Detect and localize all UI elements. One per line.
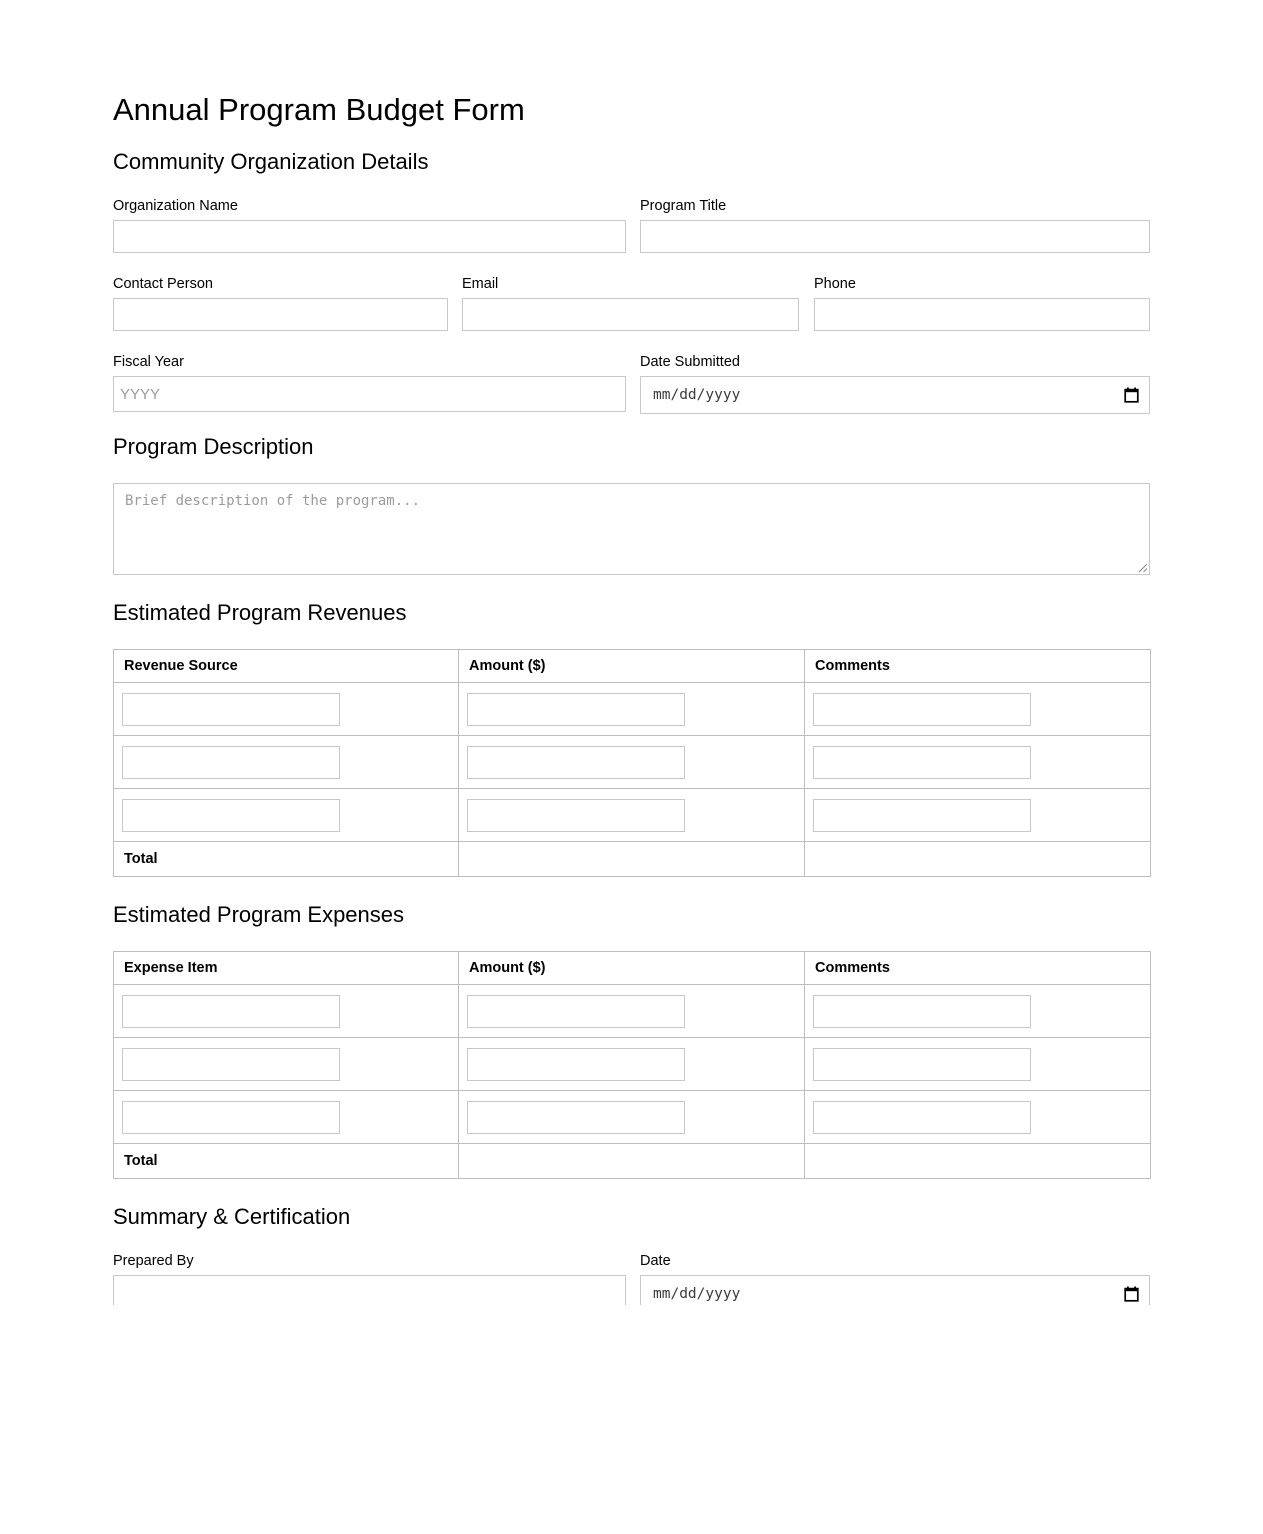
- field-organization-name: [113, 198, 626, 253]
- table-row: [114, 736, 1151, 789]
- page-title: Annual Program Budget Form: [113, 92, 525, 127]
- expenses-cell-item: [114, 1038, 459, 1091]
- section-heading-program-description: Program Description: [113, 434, 314, 459]
- revenues-cell-source: [114, 736, 459, 789]
- expenses-cell-item: [114, 1091, 459, 1144]
- revenue-amount-input-3[interactable]: [467, 799, 685, 832]
- expenses-cell-amount: [459, 985, 805, 1038]
- program-description-placeholder-text: Brief description of the program...: [125, 493, 421, 509]
- field-email: [462, 276, 799, 331]
- summary-date-input[interactable]: [640, 1275, 1150, 1305]
- field-prepared-by: [113, 1253, 626, 1305]
- date-submitted-input[interactable]: [640, 376, 1150, 414]
- revenues-cell-source: [114, 683, 459, 736]
- section-org-details: [113, 150, 1150, 174]
- expenses-total-label: Total: [114, 1144, 459, 1179]
- expenses-total-comments: [805, 1144, 1151, 1179]
- prepared-by-input[interactable]: [113, 1275, 626, 1305]
- expenses-cell-amount: [459, 1038, 805, 1091]
- revenue-comments-input-2[interactable]: [813, 746, 1031, 779]
- revenues-column-header-source: Revenue Source: [114, 650, 459, 683]
- expenses-column-header-comments: Comments: [805, 952, 1151, 985]
- expenses-total-amount: [459, 1144, 805, 1179]
- revenues-cell-comments: [805, 736, 1151, 789]
- revenue-amount-input-2[interactable]: [467, 746, 685, 779]
- expenses-header-row: [114, 952, 1151, 985]
- expense-item-input-2[interactable]: [122, 1048, 340, 1081]
- table-row: [114, 1091, 1151, 1144]
- revenues-total-label: Total: [114, 842, 459, 877]
- label-fiscal-year: Fiscal Year: [113, 354, 184, 370]
- expenses-cell-amount: [459, 1091, 805, 1144]
- field-program-title: [640, 198, 1150, 253]
- expense-amount-input-3[interactable]: [467, 1101, 685, 1134]
- revenues-cell-amount: [459, 736, 805, 789]
- expense-comments-input-2[interactable]: [813, 1048, 1031, 1081]
- field-date-submitted: [640, 354, 1150, 414]
- expense-amount-input-1[interactable]: [467, 995, 685, 1028]
- org-details-row-1: [113, 198, 1150, 253]
- resize-handle-icon[interactable]: [1135, 560, 1148, 573]
- summary-row: [113, 1253, 1150, 1305]
- field-fiscal-year: [113, 354, 626, 414]
- label-date-submitted: Date Submitted: [640, 354, 740, 370]
- calendar-icon[interactable]: [1124, 387, 1139, 403]
- contact-person-input[interactable]: [113, 298, 448, 331]
- table-row: [114, 1038, 1151, 1091]
- revenue-amount-input-1[interactable]: [467, 693, 685, 726]
- expense-amount-input-2[interactable]: [467, 1048, 685, 1081]
- table-row: [114, 683, 1151, 736]
- expenses-cell-comments: [805, 985, 1151, 1038]
- expenses-cell-comments: [805, 1091, 1151, 1144]
- label-summary-date: Date: [640, 1253, 671, 1269]
- section-revenues: [113, 601, 1150, 625]
- expenses-column-header-amount: Amount ($): [459, 952, 805, 985]
- label-phone: Phone: [814, 276, 856, 292]
- summary-date-placeholder-text: mm/dd/yyyy: [653, 1286, 741, 1302]
- field-contact-person: [113, 276, 448, 331]
- revenue-comments-input-3[interactable]: [813, 799, 1031, 832]
- revenues-cell-amount: [459, 683, 805, 736]
- expense-item-input-3[interactable]: [122, 1101, 340, 1134]
- phone-input[interactable]: [814, 298, 1150, 331]
- revenue-comments-input-1[interactable]: [813, 693, 1031, 726]
- calendar-icon[interactable]: [1124, 1286, 1139, 1302]
- revenue-source-input-3[interactable]: [122, 799, 340, 832]
- section-program-description: [113, 435, 1150, 459]
- revenues-column-header-amount: Amount ($): [459, 650, 805, 683]
- revenues-total-amount: [459, 842, 805, 877]
- revenues-total-comments: [805, 842, 1151, 877]
- expenses-table: [113, 951, 1151, 1179]
- revenues-cell-source: [114, 789, 459, 842]
- expenses-cell-comments: [805, 1038, 1151, 1091]
- organization-name-input[interactable]: [113, 220, 626, 253]
- section-heading-expenses: Estimated Program Expenses: [113, 902, 405, 927]
- email-input[interactable]: [462, 298, 799, 331]
- program-description-field: [113, 483, 1150, 575]
- revenue-source-input-2[interactable]: [122, 746, 340, 779]
- section-heading-org-details: Community Organization Details: [113, 149, 429, 174]
- program-description-textarea[interactable]: [113, 483, 1150, 575]
- org-details-row-2: [113, 276, 1150, 331]
- expenses-table-wrapper: [113, 951, 1150, 1179]
- date-submitted-placeholder-text: mm/dd/yyyy: [653, 387, 741, 403]
- revenues-cell-amount: [459, 789, 805, 842]
- label-program-title: Program Title: [640, 198, 727, 214]
- org-details-row-3: [113, 354, 1150, 414]
- expenses-total-row: [114, 1144, 1151, 1179]
- field-summary-date: [640, 1253, 1150, 1305]
- revenues-table: [113, 649, 1151, 877]
- label-contact-person: Contact Person: [113, 276, 213, 292]
- section-heading-summary: Summary & Certification: [113, 1204, 351, 1229]
- field-phone: [814, 276, 1150, 331]
- revenues-total-row: [114, 842, 1151, 877]
- expense-item-input-1[interactable]: [122, 995, 340, 1028]
- section-heading-revenues: Estimated Program Revenues: [113, 600, 407, 625]
- revenues-column-header-comments: Comments: [805, 650, 1151, 683]
- expenses-cell-item: [114, 985, 459, 1038]
- label-prepared-by: Prepared By: [113, 1253, 194, 1269]
- expense-comments-input-1[interactable]: [813, 995, 1031, 1028]
- section-summary-certification: [113, 1205, 1150, 1229]
- label-organization-name: Organization Name: [113, 198, 238, 214]
- label-email: Email: [462, 276, 499, 292]
- revenue-source-input-1[interactable]: [122, 693, 340, 726]
- revenues-header-row: [114, 650, 1151, 683]
- table-row: [114, 985, 1151, 1038]
- table-row: [114, 789, 1151, 842]
- revenues-table-wrapper: [113, 649, 1150, 877]
- revenues-cell-comments: [805, 683, 1151, 736]
- revenues-cell-comments: [805, 789, 1151, 842]
- fiscal-year-input[interactable]: [113, 376, 626, 412]
- program-title-input[interactable]: [640, 220, 1150, 253]
- expenses-column-header-item: Expense Item: [114, 952, 459, 985]
- expense-comments-input-3[interactable]: [813, 1101, 1031, 1134]
- section-expenses: [113, 903, 1150, 927]
